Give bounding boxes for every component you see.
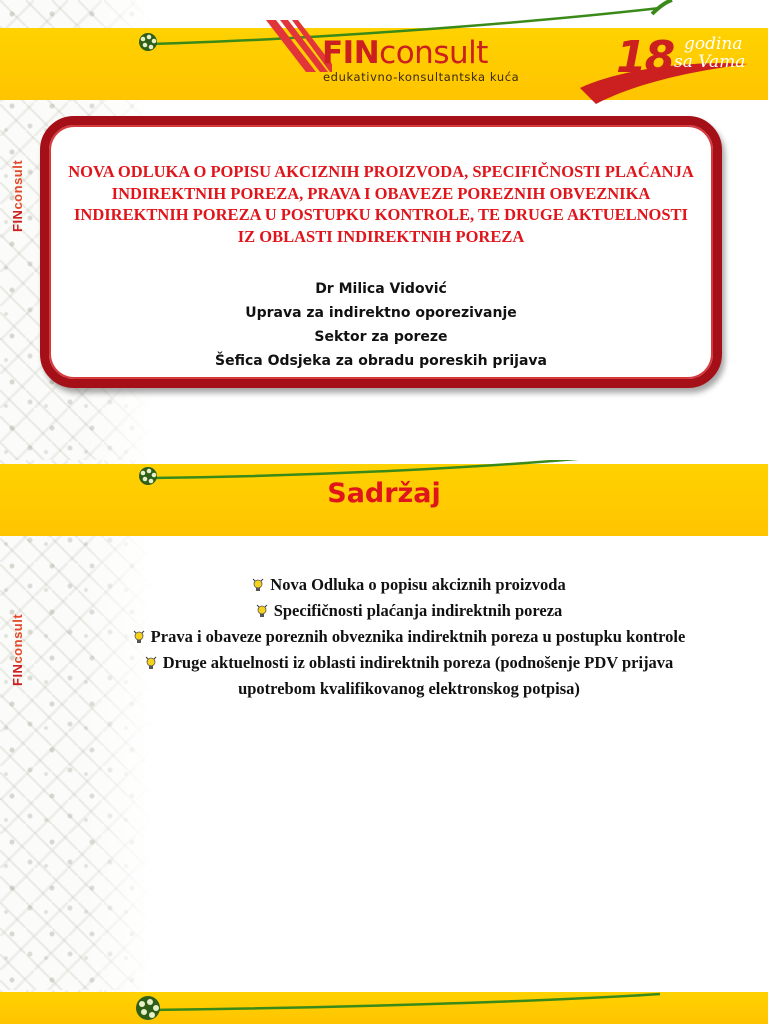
anniversary-badge	[578, 30, 768, 110]
anniversary-word1: godina	[684, 34, 743, 54]
decorative-pattern	[0, 460, 152, 990]
list-item	[60, 650, 758, 702]
title-slide	[0, 0, 768, 460]
list-item-text: Druge aktuelnosti iz oblasti indirektnih poreza (podnošenje PDV prijava	[162, 653, 674, 672]
bulb-bullet-icon	[252, 578, 264, 592]
list-item-continuation: upotrebom kvalifikovanog elektronskog potpisa)	[238, 679, 580, 698]
vertical-logo-consult: consult	[10, 613, 25, 664]
vertical-logo-consult: consult	[10, 159, 25, 210]
contents-slide	[0, 460, 768, 990]
author-sector: Sektor za poreze	[314, 329, 448, 345]
bulb-bullet-icon	[133, 630, 145, 644]
author-organization: Uprava za indirektno oporezivanje	[245, 305, 517, 321]
list-item	[60, 598, 758, 624]
author-position: Šefica Odsjeka za obradu poreskih prijava	[215, 353, 547, 369]
next-slide	[0, 990, 768, 1024]
list-item-text: Specifičnosti plaćanja indirektnih poreza	[273, 601, 563, 620]
list-item	[60, 572, 758, 598]
logo-consult: consult	[379, 35, 488, 71]
bulb-bullet-icon	[256, 604, 268, 618]
list-item-text: Prava i obaveze poreznih obveznika indirektnih poreza u postupku kontrole	[150, 627, 686, 646]
author-name: Dr Milica Vidović	[315, 281, 447, 297]
title-box	[40, 116, 722, 388]
list-item	[60, 624, 758, 650]
bulb-bullet-icon	[145, 656, 157, 670]
vertical-logo-fin: FIN	[10, 663, 25, 686]
logo-tagline: edukativno-konsultantska kuća	[323, 70, 520, 84]
vertical-logo	[10, 160, 25, 232]
anniversary-number: 18	[616, 32, 674, 83]
presentation-title: NOVA ODLUKA O POPISU AKCIZNIH PROIZVODA, SPECIFIČNOSTI PLAĆANJA INDIREKTNIH POREZA, PRAVA I OBAVEZE POREZNIH OBVEZNIKA INDIREKTNIH POREZA U POSTUPKU KONTROLE, TE DRUGE AKTUELNOSTI IZ OBLASTI INDIREKTNIH POREZA	[68, 162, 694, 246]
contents-heading: Sadržaj	[327, 478, 441, 509]
list-item-text: Nova Odluka o popisu akciznih proizvoda	[270, 575, 566, 594]
author-block	[49, 277, 713, 373]
anniversary-word2: sa Vama	[674, 52, 746, 72]
header-band	[0, 992, 768, 1024]
logo-fin: FIN	[322, 35, 380, 71]
brand-logo	[322, 35, 488, 71]
contents-list	[60, 572, 758, 702]
vertical-logo	[10, 614, 25, 686]
vertical-logo-fin: FIN	[10, 209, 25, 232]
